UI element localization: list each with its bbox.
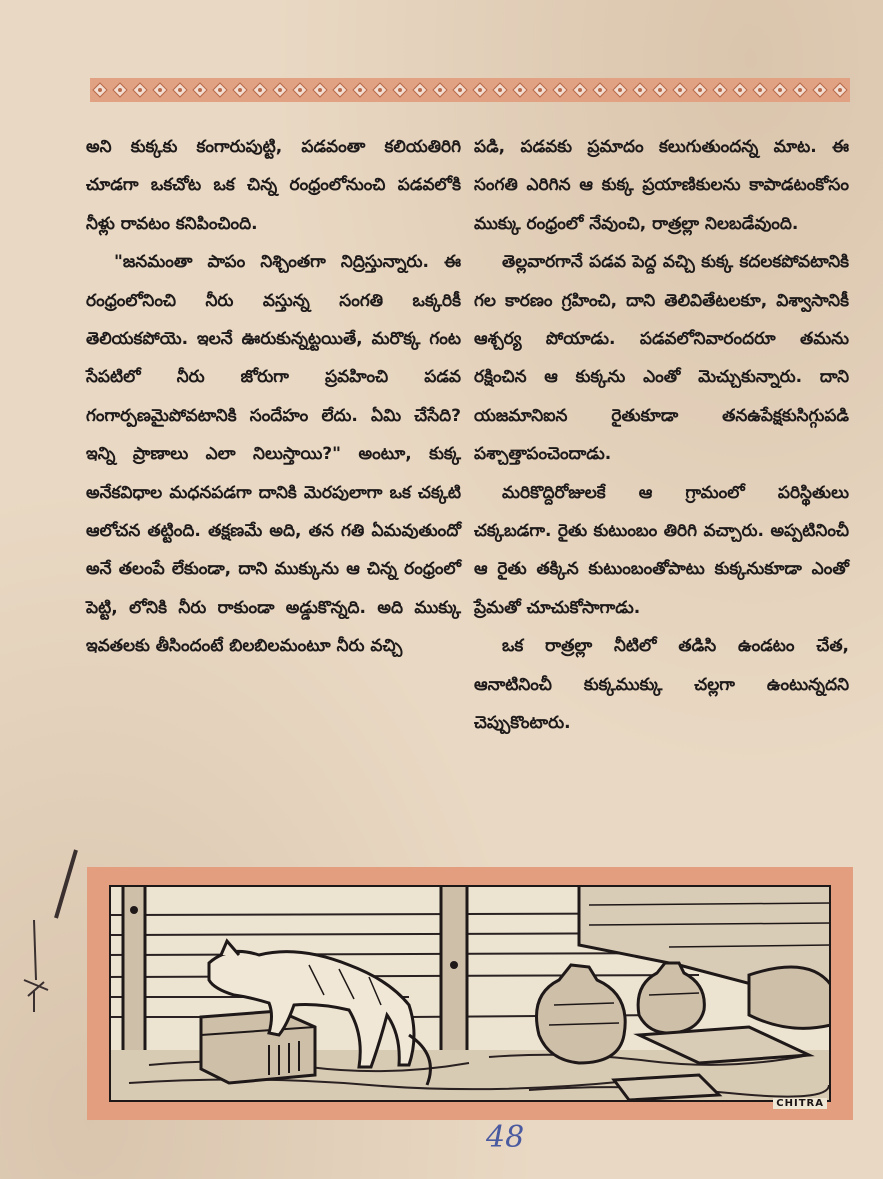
illustration-drawing [109,885,831,1102]
page-number: 48 [486,1120,525,1155]
border-motif-dot [258,88,262,92]
border-motif-dot [498,88,502,92]
right-para-4: ఒక రాత్రల్లా నీటిలో తడిసి ఉండటం చేత, ఆనాటినించీ కుక్కముక్కు చల్లగా ఉంటున్నదని చెప్పుకొంటారు. [474,636,849,734]
dog-in-boat-illustration [87,867,853,1120]
margin-ink-mark [48,848,84,928]
right-para-1: పడి, పడవకు ప్రమాదం కలుగుతుందన్న మాట. ఈ సంగతి ఎరిగిన ఆ కుక్క ప్రయాణికులను కాపాడటంకోసం ముక్కు రంధ్రంలో నేవుంచి, రాత్రల్లా నిలబడేవుంది. [474,137,849,234]
border-motif-dot [698,88,702,92]
border-motif-dot [538,88,542,92]
border-motif-dot [798,88,802,92]
decorative-border [90,78,850,102]
border-motif-dot [418,88,422,92]
border-motif-dot [398,88,402,92]
border-motif-dot [478,88,482,92]
border-motif-dot [438,88,442,92]
border-motif-dot [298,88,302,92]
border-motif-dot [558,88,562,92]
border-motif-dot [278,88,282,92]
border-motif-dot [598,88,602,92]
border-motif-dot [818,88,822,92]
border-motif-dot [758,88,762,92]
border-motif-dot [738,88,742,92]
border-motif-dot [118,88,122,92]
border-motif-dot [678,88,682,92]
margin-scribble [14,920,54,1020]
border-motif-dot [458,88,462,92]
border-motif-dot [198,88,202,92]
border-motif-dot [138,88,142,92]
border-motif-dot [98,88,102,92]
right-text-column [474,128,849,743]
border-motif-dot [838,88,842,92]
left-para-2: "జనమంతా పాపం నిశ్చింతగా నిద్రిస్తున్నారు. ఈ రంధ్రంలోనించి నీరు వస్తున్న సంగతి ఒక్కరికీ తెలియకపోయె. ఇలనే ఊరుకున్నట్టయితే, మరొక్క గంట సేపటిలో నీరు జోరుగా ప్రవహించి పడవ గంగార్పణమైపోవటానికి సందేహం లేదు. ఏమి చేసేది? ఇన్ని ప్రాణాలు ఎలా నిలుస్తాయి?" అంటూ, కుక్క అనేకవిధాల మధనపడగా దానికి మెరపులాగా ఒక చక్కటి ఆలోచన తట్టింది. తక్షణమే అది, తన గతి ఏమవుతుందో అనే తలంపే లేకుండా, దాని ముక్కును ఆ చిన్న రంధ్రంలో పెట్టి, లోనికి నీరు రాకుండా అడ్డుకొన్నది. అది ముక్కు ఇవతలకు తీసిందంటే బిలబిలమంటూ నీరు వచ్చి [86,252,461,657]
border-motif-dot [218,88,222,92]
border-motif-dot [238,88,242,92]
border-motif-dot [778,88,782,92]
border-motif-dot [338,88,342,92]
right-para-2: తెల్లవారగానే పడవ పెద్ద వచ్చి కుక్క కదలకపోవటానికి గల కారణం గ్రహించి, దాని తెలివితేటలకూ, విశ్వాసానికీ ఆశ్చర్య పోయాడు. పడవలోనివారందరూ తమను రక్షించిన ఆ కుక్కను ఎంతో మెచ్చుకున్నారు. దాని యజమానిఐన రైతుకూడా తనఉపేక్షకుసిగ్గుపడి పశ్చాత్తాపంచెందాడు. [474,252,849,465]
border-motif-dot [658,88,662,92]
border-motif-dot [158,88,162,92]
border-motif-dot [318,88,322,92]
border-motif-dot [638,88,642,92]
border-motif-dot [578,88,582,92]
right-para-3: మరికొద్దిరోజులకే ఆ గ్రామంలో పరిస్థితులు చక్కబడగా. రైతు కుటుంబం తిరిగి వచ్చారు. అప్పటినించీ ఆ రైతు తక్కిన కుటుంబంతోపాటు కుక్కనుకూడా ఎంతో ప్రేమతో చూచుకోసాగాడు. [474,482,849,618]
border-motif-dot [358,88,362,92]
border-motif-dot [718,88,722,92]
left-text-column [86,128,461,666]
left-para-1: అని కుక్కకు కంగారుపుట్టి, పడవంతా కలియతిరిగి చూడగా ఒకచోట ఒక చిన్న రంధ్రంలోనుంచి పడవలోకి నీళ్లు రావటం కనిపించింది. [86,137,461,234]
border-motif-dot [378,88,382,92]
border-motif-dot [618,88,622,92]
border-motif-dot [178,88,182,92]
border-motif-dot [518,88,522,92]
artist-signature: CHITRA [773,1098,827,1109]
